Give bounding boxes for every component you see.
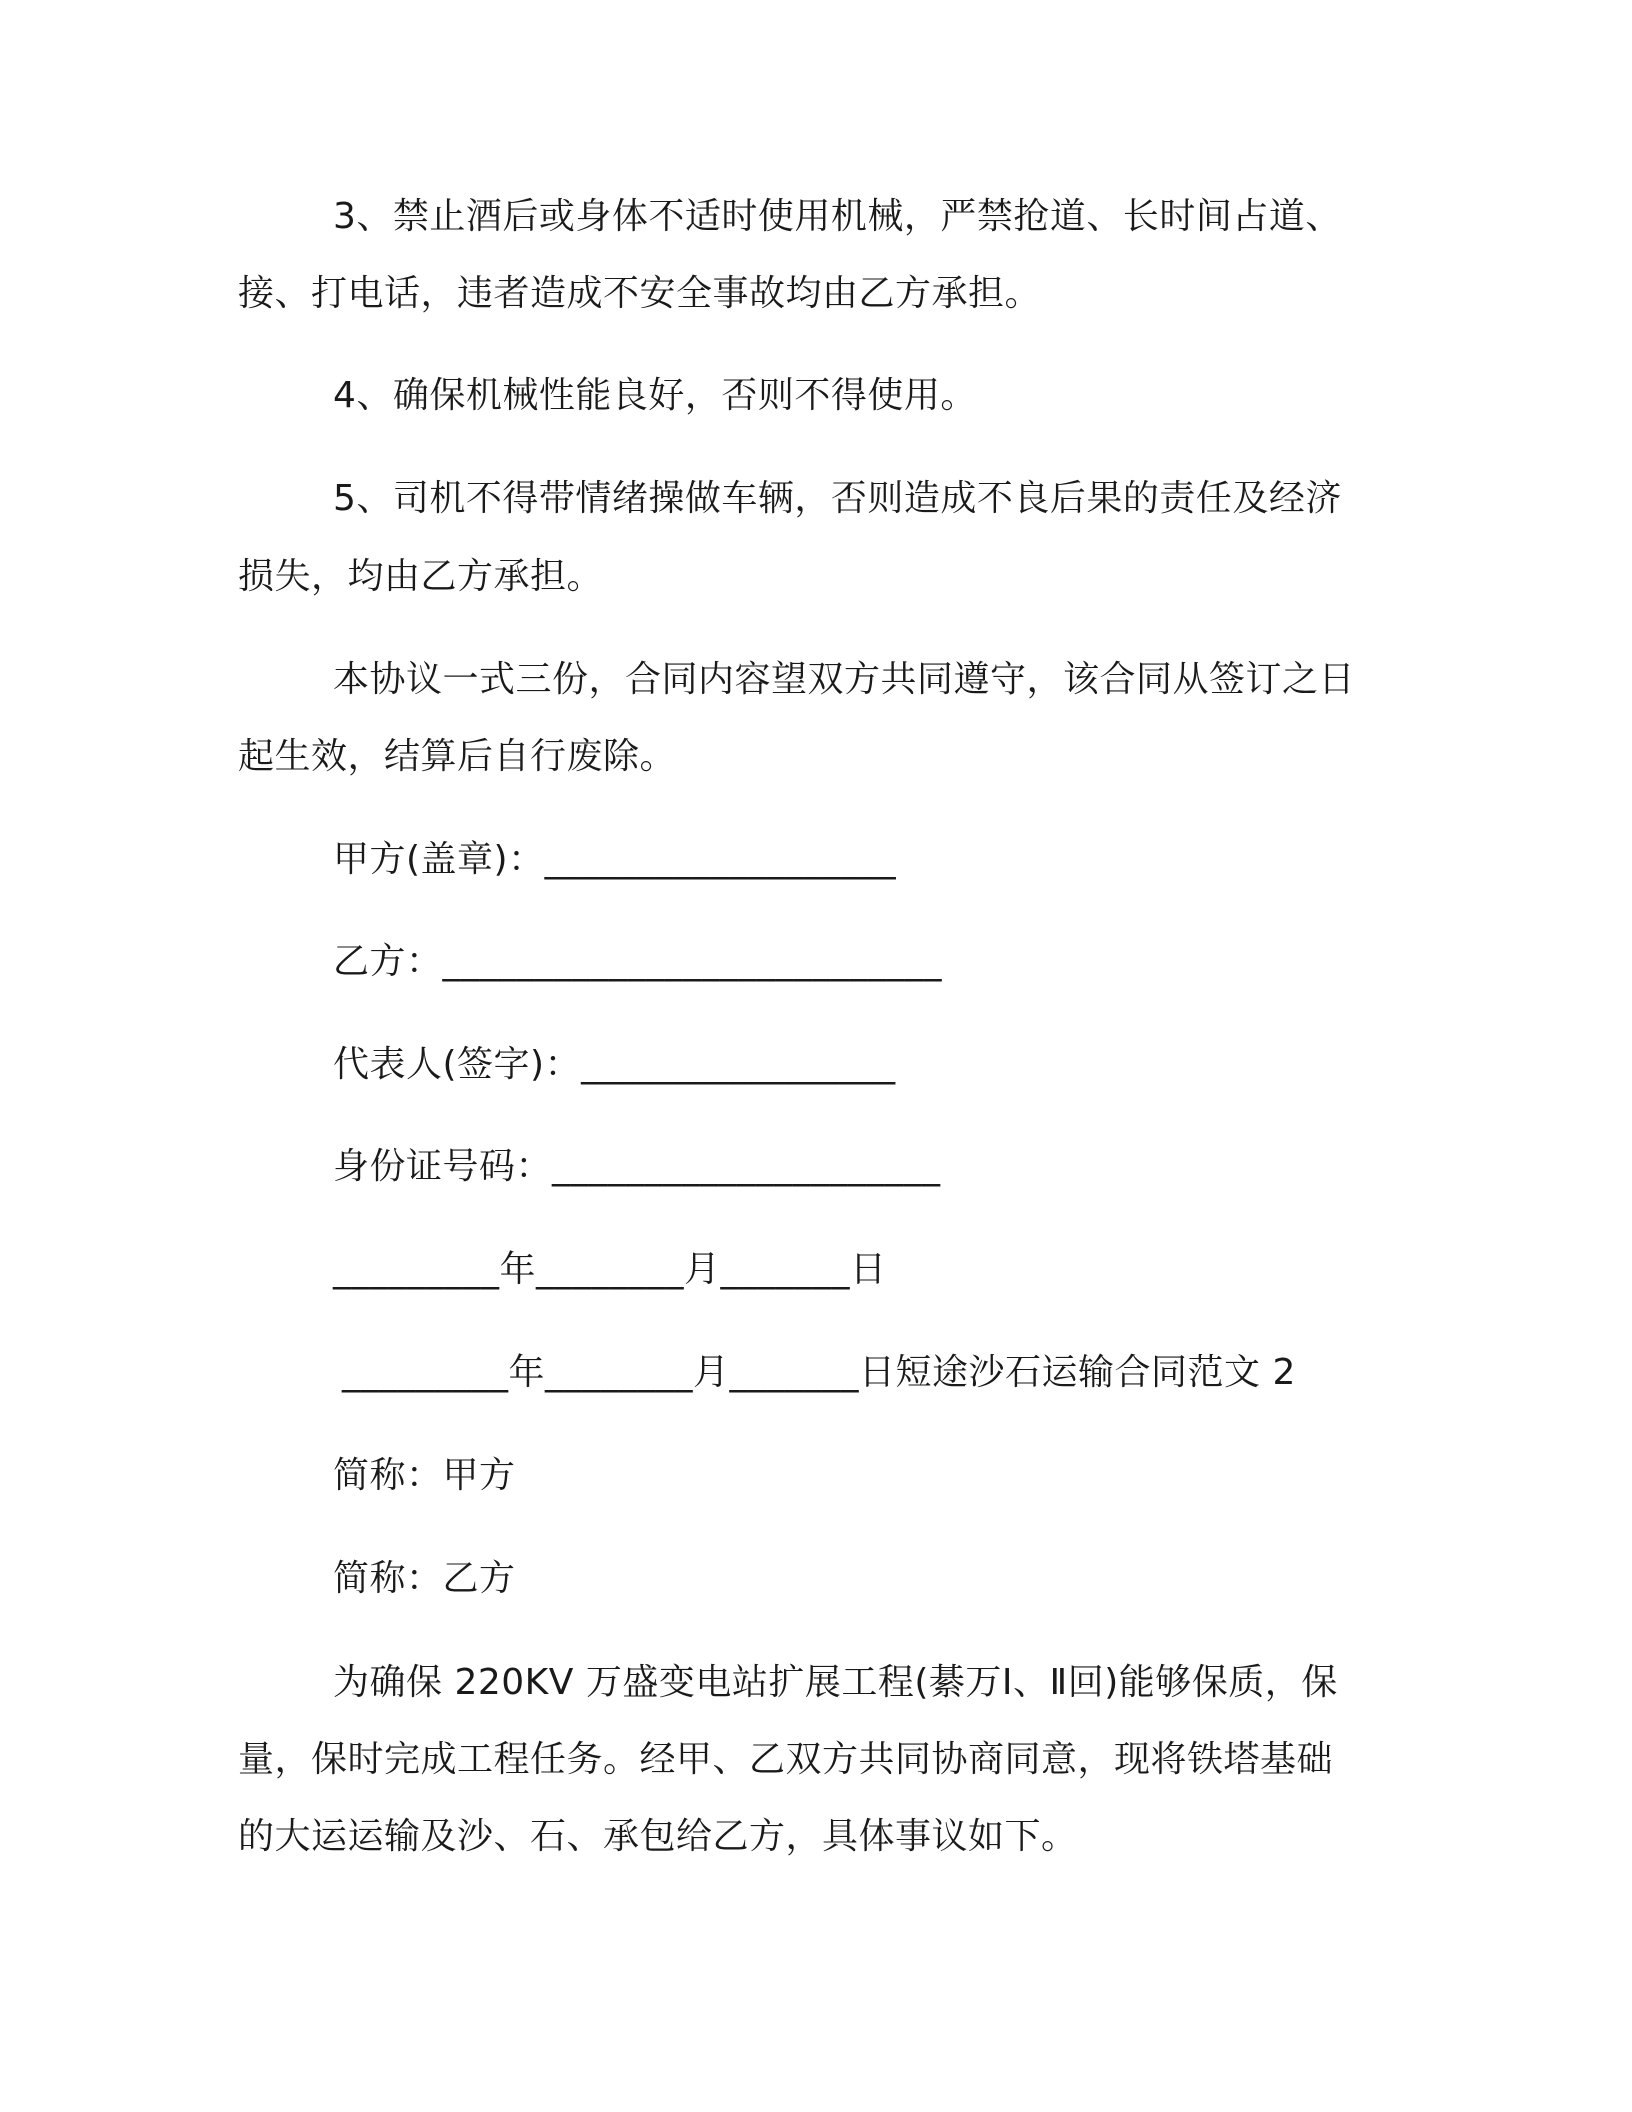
closing-line-2: 起生效，结算后自行废除。 bbox=[238, 736, 677, 777]
party-a-signature-line: 甲方(盖章)：___________________ bbox=[333, 839, 897, 880]
abbreviation-party-b: 简称：乙方 bbox=[333, 1558, 516, 1599]
intro-line-1: 为确保 220KV 万盛变电站扩展工程(綦万Ⅰ、Ⅱ回)能够保质，保 bbox=[333, 1662, 1338, 1703]
closing-line-1: 本协议一式三份，合同内容望双方共同遵守，该合同从签订之日 bbox=[333, 659, 1356, 700]
item-3-line-1: 3、禁止酒后或身体不适时使用机械，严禁抢道、长时间占道、 bbox=[333, 196, 1342, 237]
item-5-line-2: 损失，均由乙方承担。 bbox=[238, 556, 604, 597]
item-5-line-1: 5、司机不得带情绪操做车辆，否则造成不良后果的责任及经济 bbox=[333, 478, 1342, 519]
abbreviation-party-a: 简称：甲方 bbox=[333, 1455, 516, 1496]
item-4-line-1: 4、确保机械性能良好，否则不得使用。 bbox=[333, 375, 977, 416]
intro-line-2: 量，保时完成工程任务。经甲、乙双方共同协商同意，现将铁塔基础 bbox=[238, 1739, 1334, 1780]
date-line-2-with-title: _________年________月_______日短途沙石运输合同范文 2 bbox=[342, 1352, 1296, 1393]
representative-signature-line: 代表人(签字)：_________________ bbox=[333, 1044, 896, 1085]
party-b-signature-line: 乙方：___________________________ bbox=[333, 941, 943, 982]
id-number-line: 身份证号码：_____________________ bbox=[333, 1146, 941, 1187]
item-3-line-2: 接、打电话，违者造成不安全事故均由乙方承担。 bbox=[238, 273, 1042, 314]
intro-line-3: 的大运运输及沙、石、承包给乙方，具体事议如下。 bbox=[238, 1816, 1078, 1857]
date-line-1: _________年________月_______日 bbox=[333, 1249, 887, 1290]
